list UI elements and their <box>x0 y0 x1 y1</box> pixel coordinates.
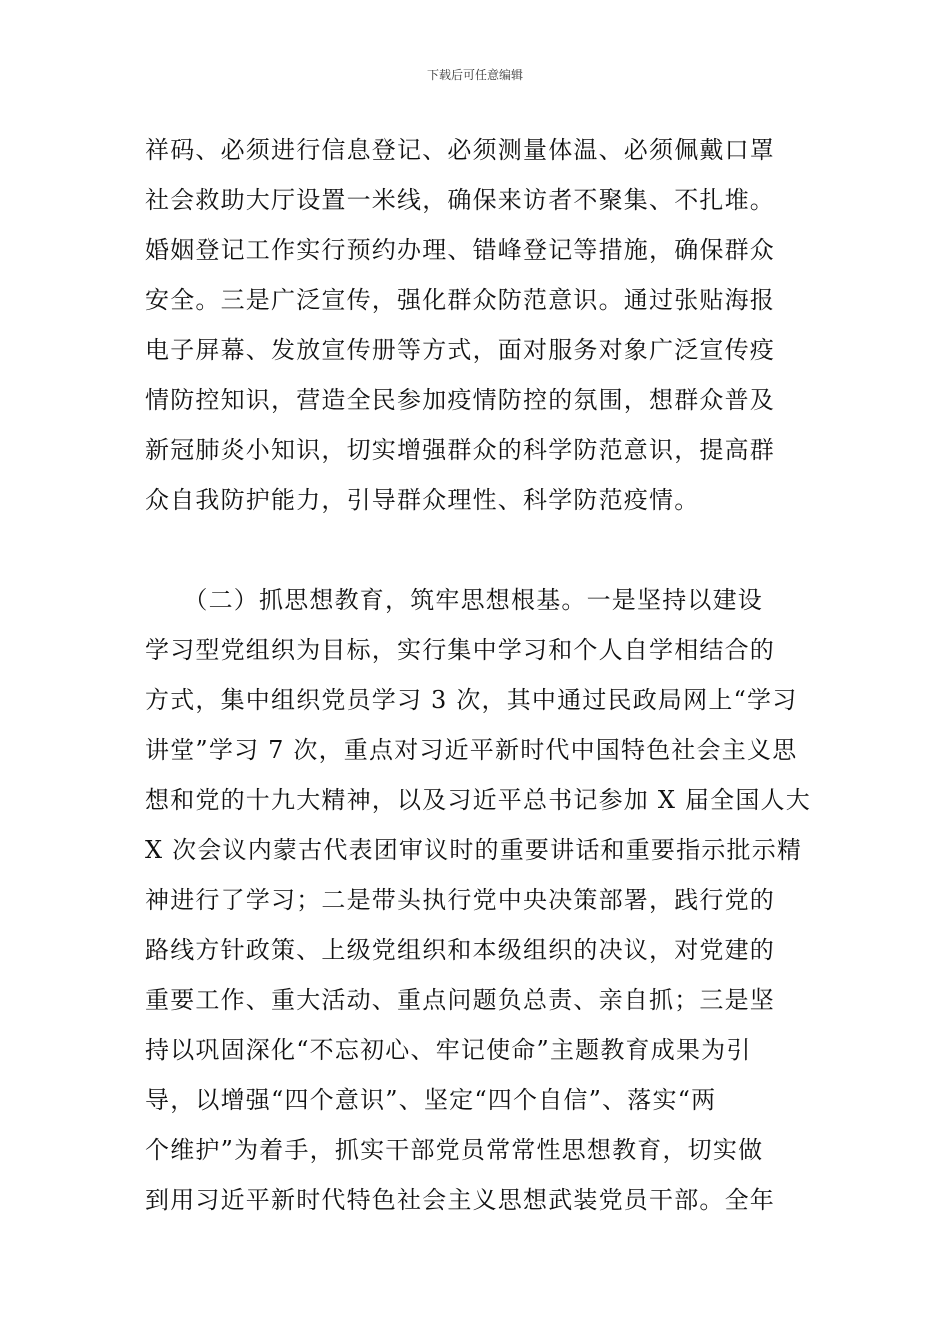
text-line: （二）抓思想教育，筑牢思想根基。一是坚持以建设 <box>145 586 763 614</box>
text-line: 到用习近平新时代特色社会主义思想武装党员干部。全年 <box>145 1186 775 1214</box>
text-line: 路线方针政策、上级党组织和本级组织的决议，对党建的 <box>145 936 775 964</box>
text-line: 导，以增强“四个意识”、坚定“四个自信”、落实“两 <box>145 1086 717 1114</box>
page-header: 下载后可任意编辑 <box>426 68 523 82</box>
text-line: 婚姻登记工作实行预约办理、错峰登记等措施，确保群众 <box>145 236 775 264</box>
text-line: 社会救助大厅设置一米线，确保来访者不聚集、不扎堆。 <box>145 186 775 214</box>
text-line: 想和党的十九大精神，以及习近平总书记参加 X 届全国人大 <box>145 786 811 814</box>
text-line: X 次会议内蒙古代表团审议时的重要讲话和重要指示批示精 <box>145 836 803 864</box>
text-line: 持以巩固深化“不忘初心、牢记使命”主题教育成果为引 <box>145 1036 752 1064</box>
text-line: 个维护”为着手，抓实干部党员常常性思想教育，切实做 <box>145 1136 764 1164</box>
text-line: 新冠肺炎小知识，切实增强群众的科学防范意识，提高群 <box>145 436 775 464</box>
paragraph-1 <box>145 125 815 525</box>
text-line: 学习型党组织为目标，实行集中学习和个人自学相结合的 <box>145 636 775 664</box>
text-line: 众自我防护能力，引导群众理性、科学防范疫情。 <box>145 486 700 514</box>
text-line: 讲堂”学习 7 次，重点对习近平新时代中国特色社会主义思 <box>145 736 798 764</box>
paragraph-2 <box>145 575 815 1225</box>
text-line: 安全。三是广泛宣传，强化群众防范意识。通过张贴海报 <box>145 286 775 314</box>
text-line: 祥码、必须进行信息登记、必须测量体温、必须佩戴口罩 <box>145 136 775 164</box>
text-line: 方式，集中组织党员学习 3 次，其中通过民政局网上“学习 <box>145 686 798 714</box>
text-line: 电子屏幕、发放宣传册等方式，面对服务对象广泛宣传疫 <box>145 336 775 364</box>
text-line: 重要工作、重大活动、重点问题负总责、亲自抓；三是坚 <box>145 986 775 1014</box>
text-line: 神进行了学习；二是带头执行党中央决策部署，践行党的 <box>145 886 775 914</box>
text-line: 情防控知识，营造全民参加疫情防控的氛围，想群众普及 <box>145 386 775 414</box>
